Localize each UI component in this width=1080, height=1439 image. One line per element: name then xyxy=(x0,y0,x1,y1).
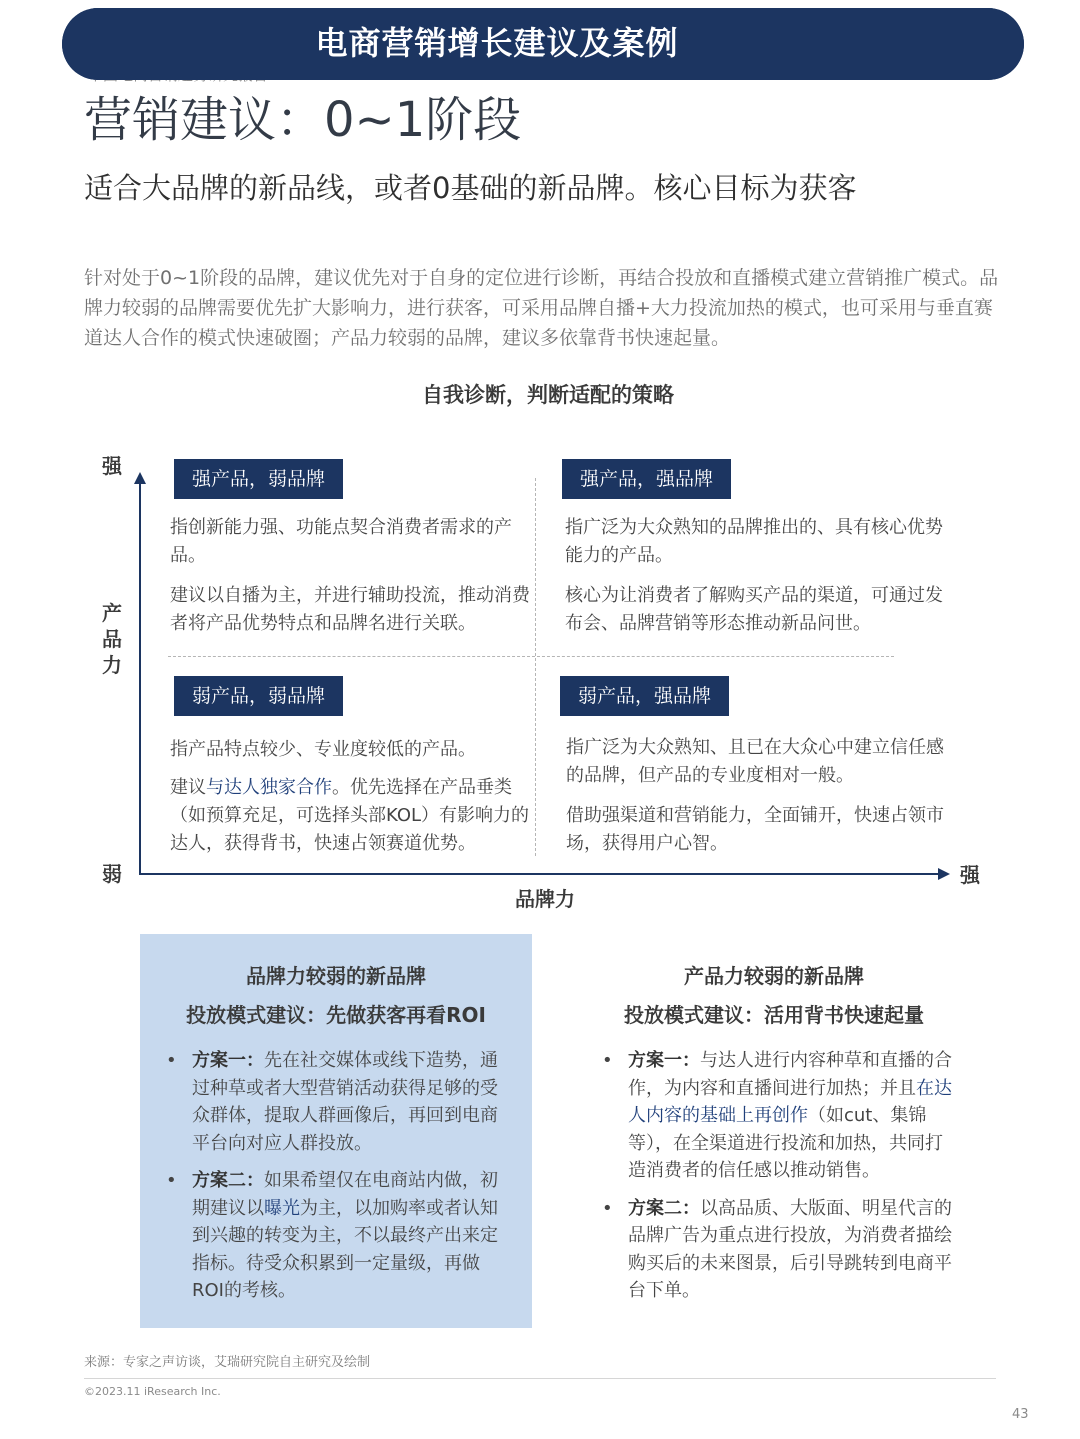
quadrant-bl-definition: 指产品特点较少、专业度较低的产品。 xyxy=(170,739,476,760)
quadrant-bl-suggestion-post: 。优先选择在产品垂类（如预算充足，可选择头部KOL）有影响力的达人，获得背书，快速占领赛道优势。 xyxy=(170,777,530,854)
bullet-dot-icon: • xyxy=(166,1170,177,1191)
weak-brand-bullet-list xyxy=(166,1047,504,1315)
x-axis-strong-label: 强 xyxy=(960,863,980,887)
list-item xyxy=(166,1047,504,1157)
x-axis-title: 品牌力 xyxy=(515,887,575,911)
banner-title: 电商营销增长建议及案例 xyxy=(315,24,679,62)
tag-weak-product-strong-brand: 弱产品，强品牌 xyxy=(560,676,729,716)
quadrant-tr-suggestion: 核心为让消费者了解购买产品的渠道，可通过发布会、品牌营销等形态推动新品问世。 xyxy=(565,585,943,634)
page-subtitle: 适合大品牌的新品线，或者0基础的新品牌。核心目标为获客 xyxy=(84,171,857,205)
bullet-dot-icon: • xyxy=(602,1197,613,1219)
quadrant-bl-highlight: 与达人独家合作 xyxy=(206,777,332,798)
weak-product-subheading: 投放模式建议：活用背书快速起量 xyxy=(624,1003,924,1027)
bullet-dot-icon: • xyxy=(166,1050,177,1071)
list-item xyxy=(602,1195,954,1305)
weak-product-bullet-list xyxy=(602,1047,954,1315)
quadrant-br-definition: 指广泛为大众熟知、且已在大众心中建立信任感的品牌，但产品的专业度相对一般。 xyxy=(566,737,944,786)
bullet-highlight: 曝光 xyxy=(264,1197,300,1219)
tag-strong-product-weak-brand: 强产品，弱品牌 xyxy=(174,459,343,499)
bullet-text-post: 为主，以加购率或者认知到兴趣的转变为主，不以最终产出来定指标。待受众积累到一定量级，再做ROI的考核。 xyxy=(192,1197,498,1301)
quadrant-divider-vertical xyxy=(535,478,536,856)
quadrant-tr-definition: 指广泛为大众熟知的品牌推出的、具有核心优势能力的产品。 xyxy=(565,517,943,566)
quadrant-divider-horizontal xyxy=(168,656,894,657)
bullet-lead: 方案二： xyxy=(628,1197,700,1219)
y-axis-line xyxy=(139,478,141,874)
y-axis-arrow-icon xyxy=(134,472,146,484)
weak-brand-subheading: 投放模式建议：先做获客再看ROI xyxy=(186,1003,486,1027)
bullet-dot-icon: • xyxy=(602,1050,613,1071)
quadrant-bl-suggestion-pre: 建议 xyxy=(170,777,206,798)
bullet-lead: 方案一： xyxy=(628,1050,700,1071)
bullet-text-post: （如cut、集锦等），在全渠道进行投流和加热，共同打造消费者的信任感以推动销售。 xyxy=(628,1105,943,1181)
list-item xyxy=(602,1047,954,1185)
source-note: 来源：专家之声访谈，艾瑞研究院自主研究及绘制 xyxy=(84,1355,371,1370)
bullet-lead: 方案二： xyxy=(192,1170,264,1191)
weak-brand-heading: 品牌力较弱的新品牌 xyxy=(246,964,426,988)
tag-strong-product-strong-brand: 强产品，强品牌 xyxy=(562,459,731,499)
x-axis-arrow-icon xyxy=(938,868,950,880)
quadrant-tl-suggestion: 建议以自播为主，并进行辅助投流，推动消费者将产品优势特点和品牌名进行关联。 xyxy=(170,585,530,634)
tag-weak-product-weak-brand: 弱产品，弱品牌 xyxy=(174,676,343,716)
bullet-text-pre: 与达人进行内容种草和直播的合作，为内容和直播间进行加热；并且 xyxy=(628,1050,952,1099)
page-number: 43 xyxy=(1012,1407,1029,1422)
bullet-highlight: 在达人内容的基础上再创作 xyxy=(628,1077,952,1126)
bullet-text: 以高品质、大版面、明星代言的品牌广告为重点进行投放，为消费者描绘购买后的未来图景，后引导跳转到电商平台下单。 xyxy=(628,1197,952,1301)
x-axis-line xyxy=(139,873,941,875)
quadrant-br-suggestion: 借助强渠道和营销能力，全面铺开，快速占领市场，获得用户心智。 xyxy=(566,805,944,854)
quadrant-bl-suggestion xyxy=(170,774,532,858)
footer-divider xyxy=(84,1378,996,1379)
list-item xyxy=(166,1167,504,1305)
intro-paragraph: 针对处于0~1阶段的品牌，建议优先对于自身的定位进行诊断，再结合投放和直播模式建立营销推广模式。品牌力较弱的品牌需要优先扩大影响力，进行获客，可采用品牌自播+大力投流加热的模式，也可采用与垂直赛道达人合作的模式快速破圈；产品力较弱的品牌，建议多依靠背书快速起量。 xyxy=(84,267,999,349)
page-title: 营销建议：0~1阶段 xyxy=(84,92,522,148)
bullet-lead: 方案一： xyxy=(192,1050,264,1071)
quadrant-tl-definition: 指创新能力强、功能点契合消费者需求的产品。 xyxy=(170,517,512,566)
bullet-text-pre: 如果希望仅在电商站内做，初期建议以 xyxy=(192,1170,498,1219)
weak-product-heading: 产品力较弱的新品牌 xyxy=(684,964,864,988)
y-axis-strong-label: 强 xyxy=(102,454,122,478)
axis-weak-label: 弱 xyxy=(102,862,122,886)
matrix-title: 自我诊断，判断适配的策略 xyxy=(422,383,674,407)
copyright: ©2023.11 iResearch Inc. xyxy=(84,1385,221,1398)
y-axis-title: 产品力 xyxy=(102,601,122,677)
bullet-text: 先在社交媒体或线下造势，通过种草或者大型营销活动获得足够的受众群体，提取人群画像后，再回到电商平台向对应人群投放。 xyxy=(192,1050,498,1154)
